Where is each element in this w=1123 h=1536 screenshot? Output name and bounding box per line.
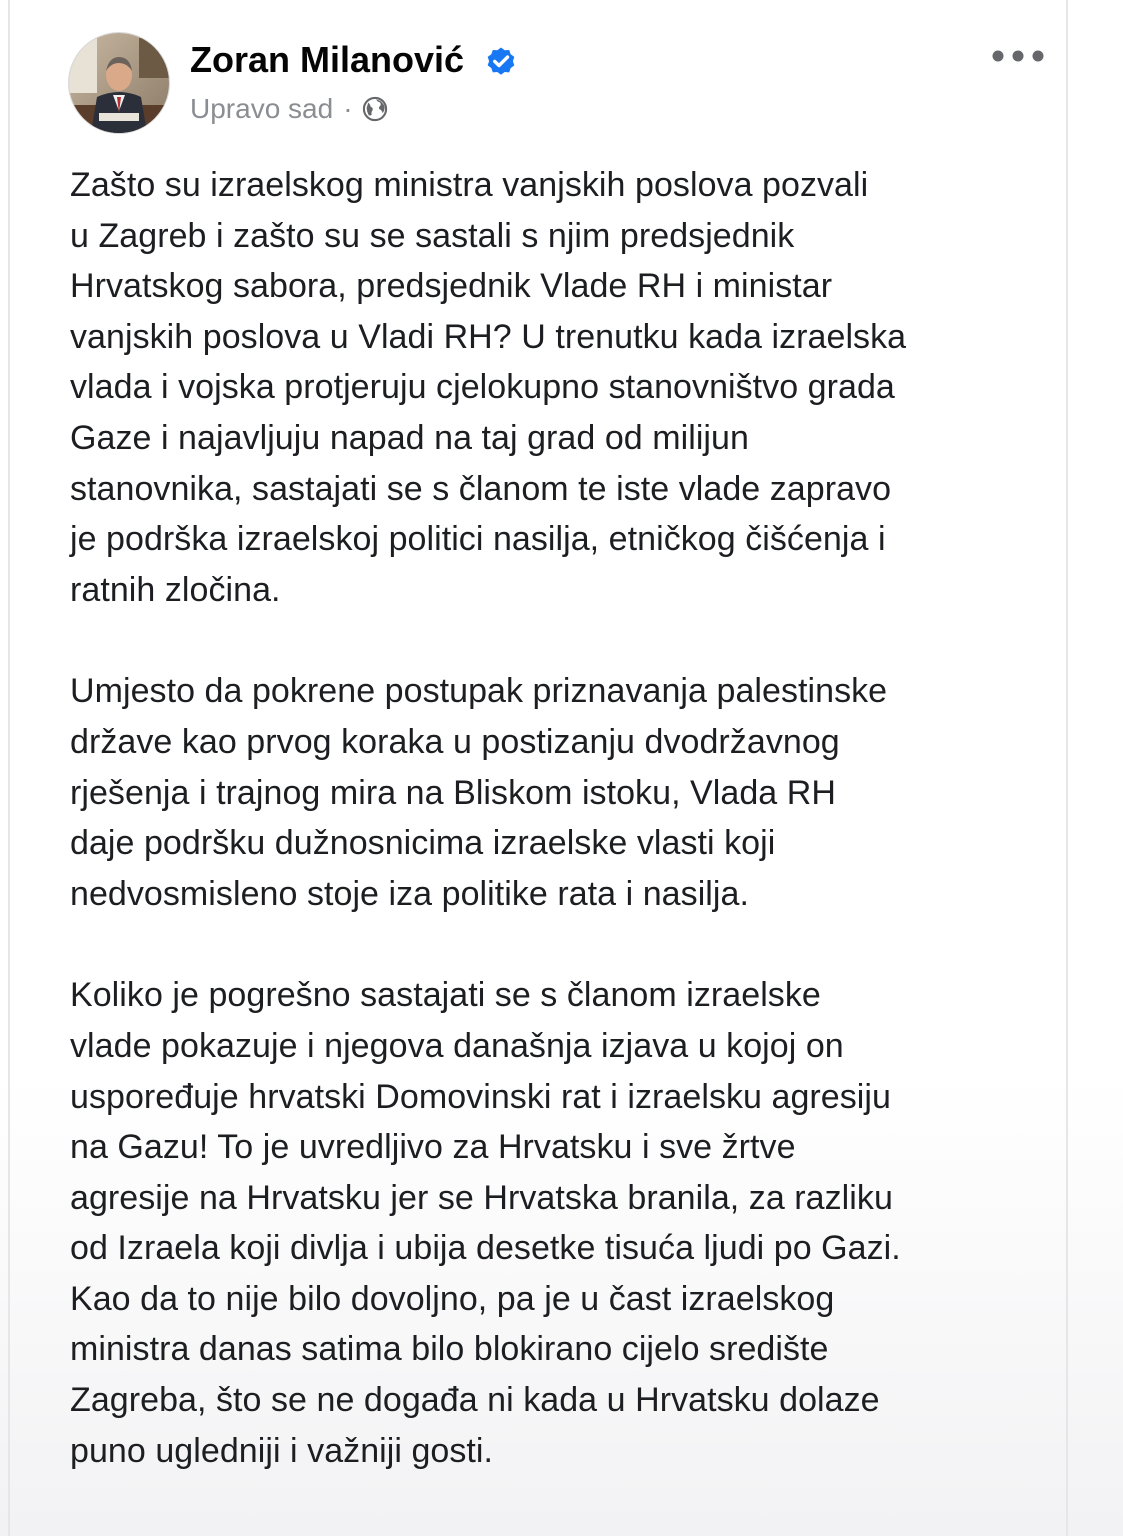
post-card-left-border xyxy=(8,0,10,1536)
verified-badge-icon xyxy=(484,44,518,78)
avatar-photo xyxy=(69,33,169,133)
post-card-right-border xyxy=(1066,0,1068,1536)
post-paragraph-2: Umjesto da pokrene postupak priznavanja palestinske države kao prvog koraka u postizanju dvodržavnog rješenja i trajnog mira na Bliskom istoku, Vlada RH daje podršku dužnosnicima izraelske vlasti koji nedvosmisleno stoje iza politike rata i nasilja. xyxy=(70,672,888,913)
meta-separator: · xyxy=(343,93,353,124)
globe-icon[interactable] xyxy=(361,95,389,123)
post-text xyxy=(70,160,1060,1476)
post-paragraph-3: Koliko je pogrešno sastajati se s članom izraelske vlade pokazuje i njegova današnja izjava u kojoj on uspoređuje hrvatski Domovinski rat i izraelsku agresiju na Gazu! To je uvredljivo za Hrvatsku i sve žrtve agresije na Hrvatsku jer se Hrvatska branila, za razliku od Izraela koji divlja i ubija desetke tisuća ljudi po Gazi. Kao da to nije bilo dovoljno, pa je u čast izraelskog ministra danas satima bilo blokirano cijelo središte Zagreba, što se ne događa ni kada u Hrvatsku dolaze puno ugledniji i važniji gosti. xyxy=(70,976,901,1470)
more-options-icon[interactable] xyxy=(990,48,1046,64)
post-meta xyxy=(190,90,389,128)
author-name[interactable]: Zoran Milanović xyxy=(190,39,465,80)
post-paragraph-1: Zašto su izraelskog ministra vanjskih poslova pozvali u Zagreb i zašto su se sastali s njim predsjednik Hrvatskog sabora, predsjednik Vlade RH i ministar vanjskih poslova u Vladi RH? U trenutku kada izraelska vlada i vojska protjeruju cjelokupno stanovništvo grada Gaze i najavljuju napad na taj grad od milijun stanovnika, sastajati se s članom te iste vlade zapravo je podrška izraelskoj politici nasilja, etničkog čišćenja i ratnih zločina. xyxy=(70,166,907,609)
author-avatar[interactable] xyxy=(68,32,170,134)
post-timestamp[interactable]: Upravo sad xyxy=(190,93,334,124)
